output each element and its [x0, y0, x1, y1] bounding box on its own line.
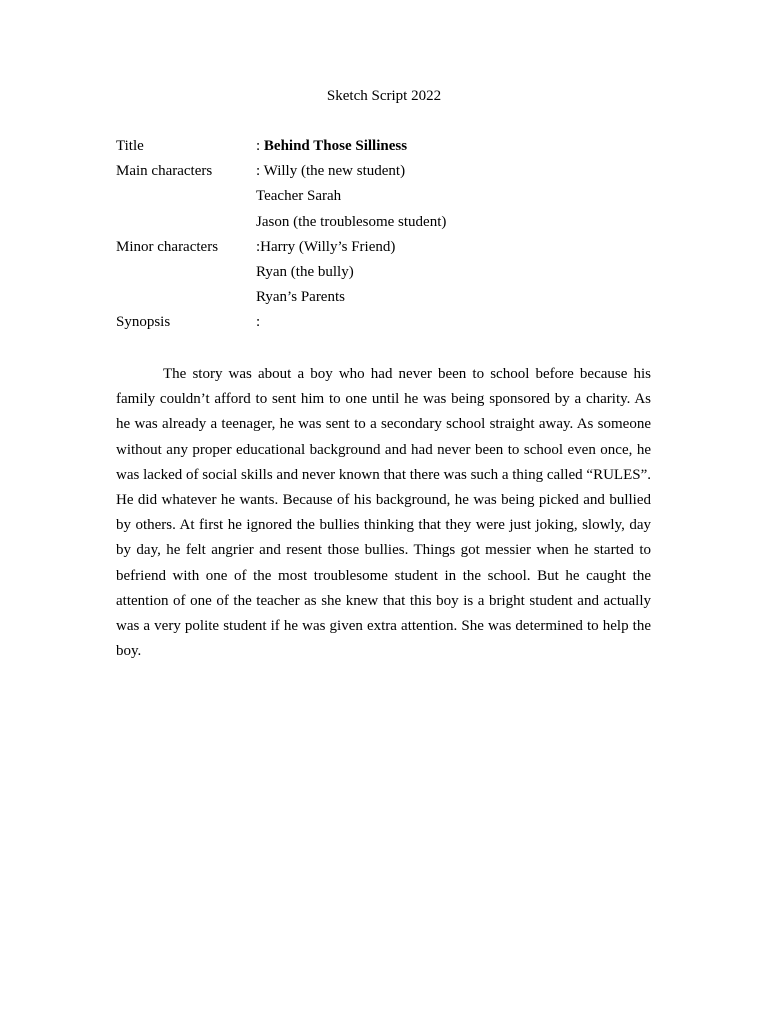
synopsis-label: Synopsis — [116, 314, 171, 331]
title-colon: : — [256, 138, 264, 154]
minor-character-2: Ryan (the bully) — [256, 263, 354, 280]
title-label: Title — [116, 138, 144, 154]
main-character-3: Jason (the troublesome student) — [256, 213, 447, 230]
sketch-title: Behind Those Silliness — [263, 138, 408, 154]
title-value-cell — [256, 137, 656, 162]
synopsis-paragraph: The story was about a boy who had never been to school before because his family couldn’t afford to sent him to one until he was being sponsored by a charity. As he was already a teenager, he was sent to a secondary school straight away. As someone without any proper educational background and had never been to school even once, he was lacked of social skills and never known that there was such a thing called “RULES”. He did whatever he wants. Because of his background, he was being picked and bullied by others. At first he ignored the bullies thinking that they were just joking, slowly, day by day, he felt angrier and resent those bullies. Things got messier when he started to befriend with one of the most troublesome student in the school. But he caught the attention of one of the teacher as she knew that this boy is a bright student and actually was a very polite student if he was given extra attention. She was determined to help the boy. — [116, 366, 651, 660]
empty-label — [116, 288, 256, 313]
info-row-minor-3 — [116, 288, 656, 313]
document-title: Sketch Script 2022 — [326, 88, 442, 104]
info-row-title — [116, 137, 656, 162]
main-character-2: Teacher Sarah — [256, 188, 342, 205]
minor-character-3: Ryan’s Parents — [256, 289, 345, 306]
info-row-main-2 — [116, 187, 656, 212]
main-characters-label: Main characters — [116, 163, 213, 180]
empty-label — [116, 213, 256, 238]
info-row-main-1 — [116, 162, 656, 187]
info-row-minor-2 — [116, 263, 656, 288]
info-row-main-3 — [116, 213, 656, 238]
script-info-table — [116, 137, 656, 339]
minor-characters-label: Minor characters — [116, 238, 219, 255]
main-character-1: : Willy (the new student) — [256, 163, 406, 180]
empty-label — [116, 263, 256, 288]
empty-label — [116, 187, 256, 212]
info-row-minor-1 — [116, 238, 656, 263]
info-row-synopsis — [116, 313, 656, 338]
minor-character-1: :Harry (Willy’s Friend) — [256, 238, 396, 255]
synopsis-colon: : — [256, 314, 261, 331]
